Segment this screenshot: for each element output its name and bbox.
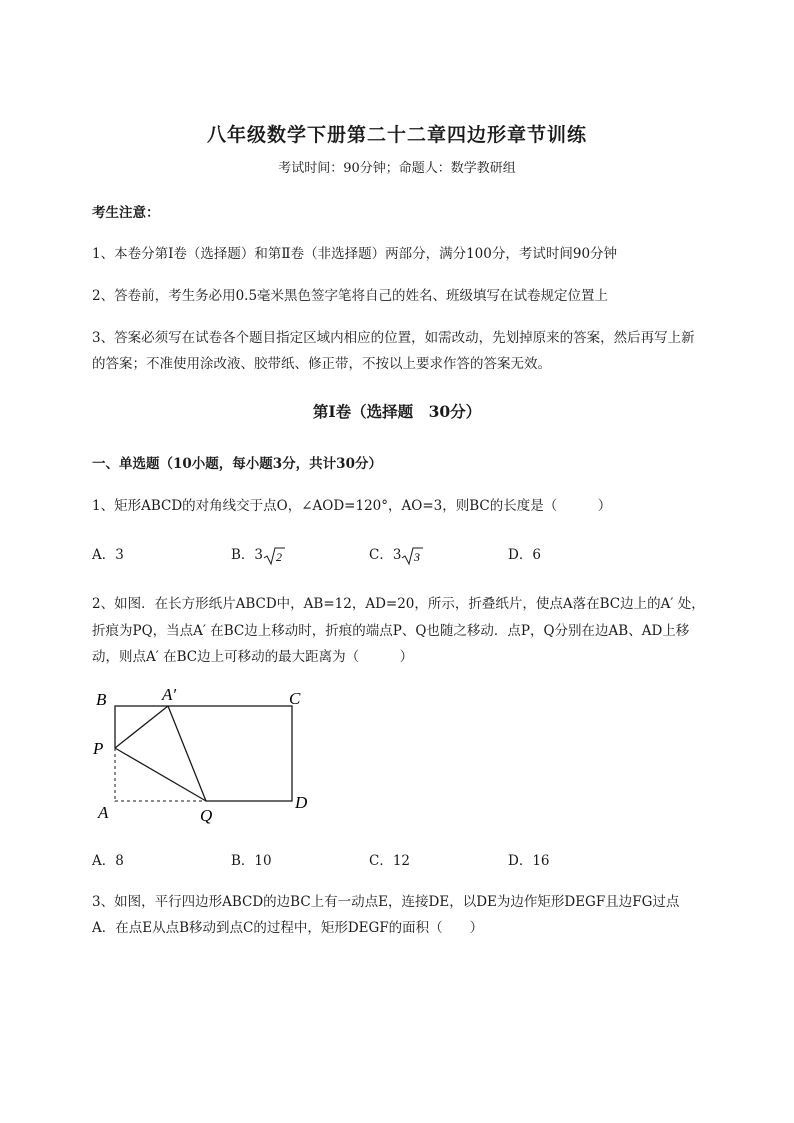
q1-option-b-coef: 3	[254, 547, 264, 563]
notice-item-3: 3、答案必须写在试卷各个题目指定区域内相应的位置，如需改动，先划掉原来的答案，然后再写上新	[92, 330, 695, 346]
fold-line-pq	[115, 748, 206, 801]
rectangle-fold-figure	[88, 680, 328, 830]
part-heading: 一、单选题（10小题，每小题3分，共计30分）	[92, 456, 382, 472]
question-2-line-3: 动，则点A′ 在BC边上可移动的最大距离为（ ）	[92, 649, 414, 665]
q1-option-b	[231, 543, 285, 566]
q1-option-a: A．3	[92, 547, 124, 563]
question-3-line-2: A．在点E从点B移动到点C的过程中，矩形DEGF的面积（ ）	[92, 920, 484, 936]
segment-pa-prime	[115, 706, 168, 748]
q2-option-c: C．12	[369, 853, 411, 869]
rectangle-abcd	[115, 706, 292, 801]
q1-option-b-radicand: 2	[276, 549, 283, 564]
exam-info: 考试时间：90分钟；命题人：数学教研组	[278, 161, 516, 176]
notice-item-2: 2、答卷前，考生务必用0.5毫米黑色签字笔将自己的姓名、班级填写在试卷规定位置上	[92, 288, 609, 304]
q1-option-c-coef: 3	[392, 547, 402, 563]
q2-option-a: A．8	[92, 853, 124, 869]
q2-option-b: B．10	[231, 853, 272, 869]
label-c: C	[289, 689, 301, 708]
label-p: P	[93, 739, 104, 758]
q1-option-d: D．6	[508, 547, 541, 563]
notice-item-1: 1、本卷分第I卷（选择题）和第Ⅱ卷（非选择题）两部分，满分100分，考试时间90分钟	[92, 246, 618, 262]
label-a-prime: A′	[162, 685, 177, 704]
q1-option-c	[369, 543, 423, 566]
q1-option-c-label: C．	[369, 547, 393, 563]
page-title: 八年级数学下册第二十二章四边形章节训练	[206, 124, 587, 146]
segment-a-prime-q	[168, 706, 206, 801]
question-3-line-1: 3、如图，平行四边形ABCD的边BC上有一动点E，连接DE，以DE为边作矩形DEGF且边FG过点	[92, 894, 680, 910]
question-1-stem: 1、矩形ABCD的对角线交于点O，∠AOD=120°，AO=3，则BC的长度是（ ）	[92, 498, 612, 514]
label-a: A	[98, 803, 109, 822]
label-q: Q	[200, 806, 213, 825]
section-title: 第I卷（选择题 30分）	[312, 402, 482, 421]
q2-option-d: D．16	[508, 853, 550, 869]
notice-item-3-cont: 的答案；不准使用涂改液、胶带纸、修正带，不按以上要求作答的答案无效。	[92, 356, 551, 372]
label-b: B	[96, 690, 107, 709]
q1-option-c-radicand: 3	[414, 549, 421, 564]
sqrt-symbol	[401, 546, 423, 566]
notice-heading: 考生注意：	[92, 205, 160, 221]
q1-option-b-label: B．	[231, 547, 255, 563]
label-d: D	[295, 793, 308, 812]
question-2-line-2: 折痕为PQ，当点A′ 在BC边上移动时，折痕的端点P、Q也随之移动．点P，Q分别在边AB、AD上移	[92, 623, 690, 639]
sqrt-symbol	[263, 546, 285, 566]
question-2-line-1: 2、如图．在长方形纸片ABCD中，AB=12，AD=20，所示，折叠纸片，使点A落在BC边上的A′ 处，	[92, 596, 705, 612]
